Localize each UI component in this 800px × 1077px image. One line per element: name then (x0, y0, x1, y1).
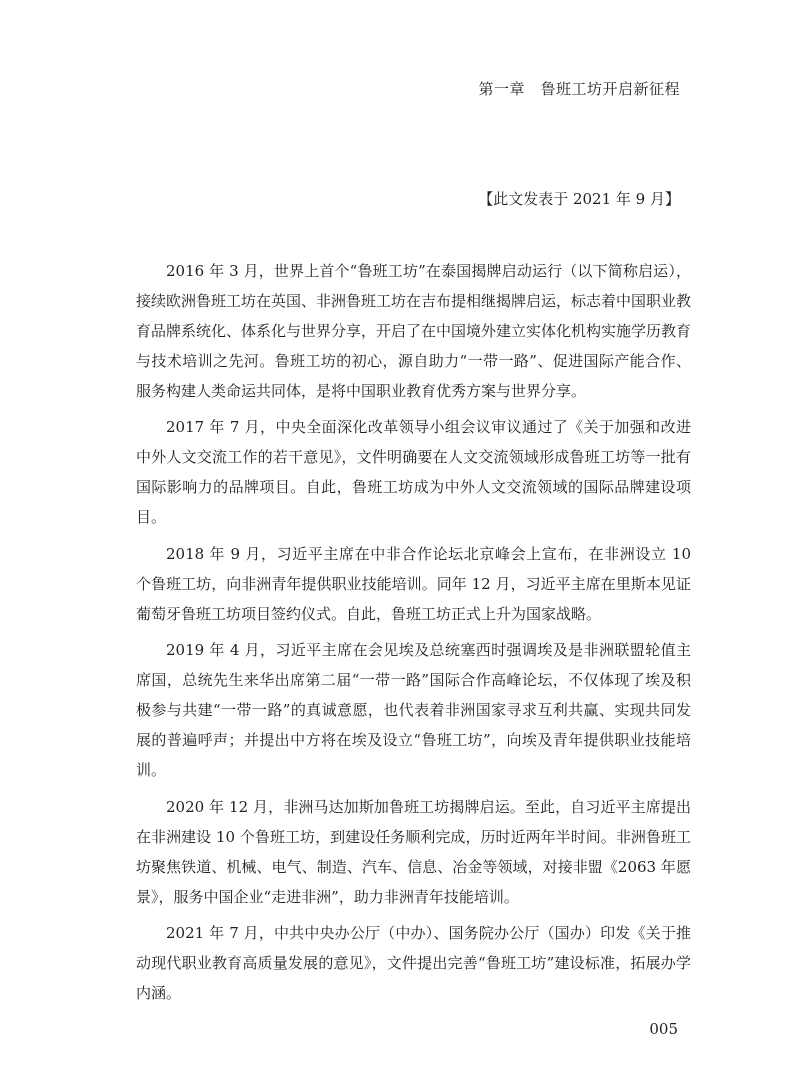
publication-date-note: 【此文发表于 2021 年 9 月】 (478, 190, 680, 208)
page-number: 005 (649, 1020, 678, 1038)
paragraph: 2019 年 4 月，习近平主席在会见埃及总统塞西时强调埃及是非洲联盟轮值主席国，总统先生来华出席第二届“一带一路”国际合作高峰论坛，不仅体现了埃及积极参与共建“一带一路”的真诚意愿，也代表着非洲国家寻求互利共赢、实现共同发展的普遍呼声；并提出中方将在埃及设立“鲁班工坊”，向埃及青年提供职业技能培训。 (136, 641, 691, 780)
paragraph: 2020 年 12 月，非洲马达加斯加鲁班工坊揭牌启运。至此，自习近平主席提出在非洲建设 10 个鲁班工坊，到建设任务顺利完成，历时近两年半时间。非洲鲁班工坊聚焦铁道、机械、电气、制造、汽车、信息、冶金等领域，对接非盟《2063 年愿景》，服务中国企业“走进非洲”，助力非洲青年技能培训。 (136, 797, 691, 906)
paragraph: 2021 年 7 月，中共中央办公厅（中办）、国务院办公厅（国办）印发《关于推动现代职业教育高质量发展的意见》，文件提出完善“鲁班工坊”建设标准，拓展办学内涵。 (136, 923, 691, 1002)
paragraph: 2017 年 7 月，中央全面深化改革领导小组会议审议通过了《关于加强和改进中外人文交流工作的若干意见》，文件明确要在人文交流领域形成鲁班工坊等一批有国际影响力的品牌项目。自此，鲁班工坊成为中外人文交流领域的国际品牌建设项目。 (136, 418, 691, 527)
paragraph: 2018 年 9 月，习近平主席在中非合作论坛北京峰会上宣布，在非洲设立 10 个鲁班工坊，向非洲青年提供职业技能培训。同年 12 月，习近平主席在里斯本见证葡萄牙鲁班工坊项目签约仪式。自此，鲁班工坊正式上升为国家战略。 (136, 544, 691, 623)
running-header: 第一章 鲁班工坊开启新征程 (478, 80, 680, 98)
paragraph: 2016 年 3 月，世界上首个“鲁班工坊”在泰国揭牌启动运行（以下简称启运），接续欧洲鲁班工坊在英国、非洲鲁班工坊在吉布提相继揭牌启运，标志着中国职业教育品牌系统化、体系化与世界分享，开启了在中国境外建立实体化机构实施学历教育与技术培训之先河。鲁班工坊的初心，源自助力“一带一路”、促进国际产能合作、服务构建人类命运共同体，是将中国职业教育优秀方案与世界分享。 (136, 262, 692, 400)
article-body (136, 256, 691, 1014)
